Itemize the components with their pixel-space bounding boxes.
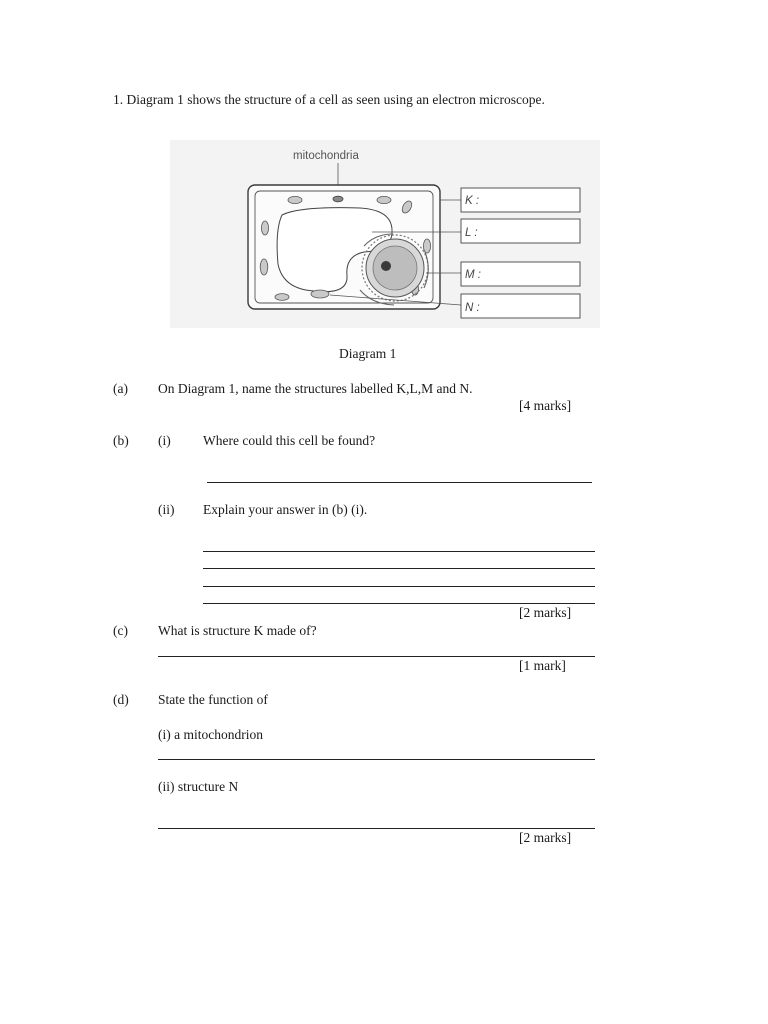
answer-line-b-ii-1[interactable] — [203, 551, 595, 552]
mitochondrion — [333, 196, 343, 202]
label-k: K : — [465, 195, 480, 207]
part-b-label: (b) — [113, 433, 129, 448]
answer-line-b-ii-2[interactable] — [203, 568, 595, 569]
answer-line-b-ii-3[interactable] — [203, 586, 595, 587]
question-intro: 1. Diagram 1 shows the structure of a cell as seen using an electron microscope. — [113, 92, 545, 107]
label-box-k[interactable] — [461, 188, 580, 212]
label-box-m[interactable] — [461, 262, 580, 286]
answer-line-c[interactable] — [158, 656, 595, 657]
answer-line-d-i[interactable] — [158, 759, 595, 760]
part-b-i-text: Where could this cell be found? — [203, 433, 376, 448]
answer-line-b-i[interactable] — [207, 482, 592, 483]
mitochondria-label: mitochondria — [293, 150, 359, 162]
part-d-marks: [2 marks] — [519, 830, 572, 845]
part-d-label: (d) — [113, 692, 129, 707]
part-b-marks: [2 marks] — [519, 605, 572, 620]
answer-line-d-ii[interactable] — [158, 828, 595, 829]
part-a-text: On Diagram 1, name the structures labelled K,L,M and N. — [158, 381, 473, 396]
answer-line-b-ii-4[interactable] — [203, 603, 595, 604]
label-m: M : — [465, 269, 481, 281]
cell-diagram — [0, 0, 768, 340]
part-a-label: (a) — [113, 381, 128, 396]
nucleus — [362, 235, 428, 301]
part-b-ii-text: Explain your answer in (b) (i). — [203, 502, 368, 517]
part-d-text: State the function of — [158, 692, 268, 707]
part-b-i-label: (i) — [158, 433, 171, 448]
nucleolus — [381, 261, 391, 271]
label-n: N : — [465, 302, 480, 314]
part-c-text: What is structure K made of? — [158, 623, 317, 638]
label-l: L : — [465, 227, 478, 239]
part-c-marks: [1 mark] — [519, 658, 566, 673]
part-d-i-text: (i) a mitochondrion — [158, 727, 263, 742]
part-c-label: (c) — [113, 623, 128, 638]
part-b-ii-label: (ii) — [158, 502, 175, 517]
label-box-n[interactable] — [461, 294, 580, 318]
part-a-marks: [4 marks] — [519, 398, 572, 413]
part-d-ii-text: (ii) structure N — [158, 779, 239, 794]
diagram-caption: Diagram 1 — [339, 346, 397, 361]
label-box-l[interactable] — [461, 219, 580, 243]
